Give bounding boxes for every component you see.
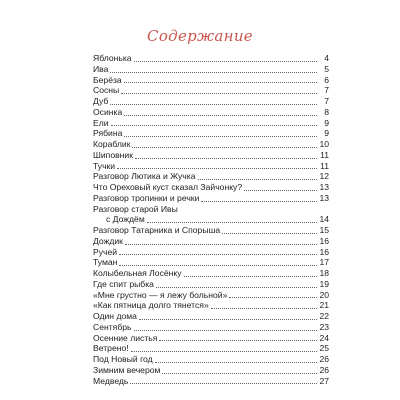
dot-leader bbox=[222, 233, 317, 234]
toc-entry-page: 13 bbox=[319, 192, 329, 203]
dot-leader bbox=[124, 82, 317, 83]
dot-leader bbox=[131, 351, 317, 352]
toc-entry-title: Разговор Лютика и Жучка bbox=[93, 171, 196, 182]
page-title: Содержание bbox=[147, 27, 253, 45]
dot-leader bbox=[124, 136, 317, 137]
toc-entry bbox=[93, 75, 329, 86]
toc-entry-page: 14 bbox=[319, 214, 329, 225]
toc-entry-title: Разговор тропинки и речки bbox=[93, 192, 200, 203]
dot-leader bbox=[135, 158, 317, 159]
toc-entry bbox=[93, 236, 329, 247]
dot-leader bbox=[229, 297, 317, 298]
toc-entry-title: Ручей bbox=[93, 246, 118, 257]
dot-leader bbox=[211, 308, 317, 309]
toc-entry-title: Тучки bbox=[93, 160, 116, 171]
toc-entry bbox=[93, 354, 329, 365]
toc-entry bbox=[93, 247, 329, 258]
toc-entry-title: Ива bbox=[93, 63, 109, 74]
toc-entry bbox=[93, 268, 329, 279]
toc-entry bbox=[93, 53, 329, 64]
toc-entry bbox=[93, 257, 329, 268]
toc-entry bbox=[93, 128, 329, 139]
toc-entry bbox=[93, 300, 329, 311]
toc-entry-title: Шиповник bbox=[93, 149, 133, 160]
toc-entry-page: 11 bbox=[320, 149, 329, 160]
toc-entry-page: 21 bbox=[319, 300, 329, 311]
toc-entry-page: 4 bbox=[324, 53, 329, 63]
toc-entry-title: Зимним вечером bbox=[93, 364, 161, 375]
toc-entry bbox=[93, 182, 329, 193]
toc-entry bbox=[93, 204, 329, 215]
toc-entry-title: Сосны bbox=[93, 85, 120, 96]
toc-entry bbox=[93, 365, 329, 376]
dot-leader bbox=[155, 362, 317, 363]
dot-leader bbox=[111, 125, 317, 126]
toc-entry-title: «Как пятница долго тянется» bbox=[93, 300, 209, 311]
dot-leader bbox=[244, 190, 317, 191]
toc-entry bbox=[93, 279, 329, 290]
toc-entry-page: 7 bbox=[324, 85, 329, 96]
toc-entry-title: Дуб bbox=[93, 96, 109, 106]
toc-entry-title: Яблонька bbox=[93, 53, 132, 63]
toc-entry bbox=[93, 64, 329, 75]
dot-leader bbox=[132, 147, 317, 148]
toc-entry-title: Берёза bbox=[93, 74, 122, 85]
toc-entry-page: 22 bbox=[319, 311, 329, 321]
toc-entry bbox=[93, 139, 329, 150]
dot-leader bbox=[110, 104, 317, 105]
toc-entry bbox=[93, 343, 329, 354]
toc-entry-title: Осинка bbox=[93, 106, 123, 117]
toc-entry-page: 15 bbox=[319, 225, 329, 235]
toc-entry-page: 16 bbox=[319, 246, 329, 257]
toc-entry-page: 8 bbox=[324, 106, 329, 117]
toc-entry-title: Кораблик bbox=[93, 139, 131, 149]
toc-entry bbox=[93, 322, 329, 333]
toc-entry-title: Где спит рыбка bbox=[93, 278, 154, 289]
toc-entry-page: 24 bbox=[319, 332, 329, 343]
dot-leader bbox=[117, 168, 317, 169]
toc-entry-title: Один дома bbox=[93, 311, 137, 321]
dot-leader bbox=[201, 201, 317, 202]
toc-entry-page: 11 bbox=[320, 160, 329, 171]
dot-leader bbox=[184, 276, 317, 277]
toc-entry-title: Ели bbox=[93, 117, 109, 128]
toc-entry-page: 20 bbox=[319, 289, 329, 300]
dot-leader bbox=[110, 72, 317, 73]
toc-entry bbox=[93, 171, 329, 182]
toc-entry-title: Рябина bbox=[93, 128, 123, 139]
toc-entry-page: 16 bbox=[319, 235, 329, 246]
toc-entry-title: Что Ореховый куст сказал Зайчонку? bbox=[93, 182, 243, 192]
table-of-contents bbox=[93, 53, 329, 386]
toc-entry-page: 25 bbox=[319, 343, 329, 354]
toc-entry bbox=[93, 118, 329, 129]
toc-entry-title: Колыбельная Лосёнку bbox=[93, 268, 182, 278]
toc-entry-page: 9 bbox=[324, 128, 329, 139]
toc-entry-page: 27 bbox=[319, 375, 329, 386]
toc-entry-title: Ветрено! bbox=[93, 343, 129, 354]
dot-leader bbox=[147, 222, 317, 223]
toc-entry-page: 5 bbox=[324, 63, 329, 74]
toc-entry bbox=[93, 290, 329, 301]
toc-entry-title: Разговор Татарника и Спорыша bbox=[93, 225, 221, 235]
toc-entry bbox=[93, 150, 329, 161]
toc-entry bbox=[93, 376, 329, 387]
toc-entry bbox=[93, 96, 329, 107]
toc-entry bbox=[93, 333, 329, 344]
toc-entry-page: 10 bbox=[319, 139, 329, 149]
toc-entry-page: 26 bbox=[319, 364, 329, 375]
toc-entry-title: Разговор старой Ивы bbox=[93, 203, 178, 214]
dot-leader bbox=[159, 340, 317, 341]
dot-leader bbox=[162, 373, 317, 374]
dot-leader bbox=[134, 330, 318, 331]
toc-entry bbox=[93, 107, 329, 118]
dot-leader bbox=[121, 93, 317, 94]
toc-entry-title: Дождик bbox=[93, 235, 123, 246]
toc-entry bbox=[93, 193, 329, 204]
toc-entry-title: «Мне грустно — я лежу больной» bbox=[93, 289, 228, 300]
toc-entry-page: 23 bbox=[319, 321, 329, 332]
toc-entry-title: Медведь bbox=[93, 375, 129, 386]
toc-entry bbox=[93, 85, 329, 96]
toc-entry-page: 9 bbox=[324, 117, 329, 128]
dot-leader bbox=[130, 383, 317, 384]
toc-entry bbox=[93, 161, 329, 172]
toc-entry-continuation bbox=[93, 214, 329, 225]
toc-entry-page: 6 bbox=[324, 74, 329, 85]
toc-entry-page: 18 bbox=[319, 268, 329, 278]
toc-entry-title: Туман bbox=[93, 257, 118, 268]
toc-entry-page: 7 bbox=[324, 96, 329, 106]
toc-entry-page: 26 bbox=[319, 354, 329, 364]
toc-entry-page: 17 bbox=[319, 257, 329, 268]
dot-leader bbox=[119, 265, 317, 266]
dot-leader bbox=[119, 254, 317, 255]
toc-entry-page: 13 bbox=[319, 182, 329, 192]
toc-entry-title: Под Новый год bbox=[93, 354, 153, 364]
dot-leader bbox=[124, 115, 317, 116]
dot-leader bbox=[139, 319, 317, 320]
toc-entry-title: с Дождём bbox=[106, 214, 145, 225]
toc-entry-page: 12 bbox=[319, 171, 329, 182]
toc-entry-title: Сентябрь bbox=[93, 321, 132, 332]
toc-entry-title: Осенние листья bbox=[93, 332, 158, 343]
toc-entry bbox=[93, 225, 329, 236]
dot-leader bbox=[156, 287, 317, 288]
toc-entry bbox=[93, 311, 329, 322]
dot-leader bbox=[134, 61, 317, 62]
dot-leader bbox=[125, 244, 317, 245]
dot-leader bbox=[198, 179, 318, 180]
toc-entry-page: 19 bbox=[319, 278, 329, 289]
